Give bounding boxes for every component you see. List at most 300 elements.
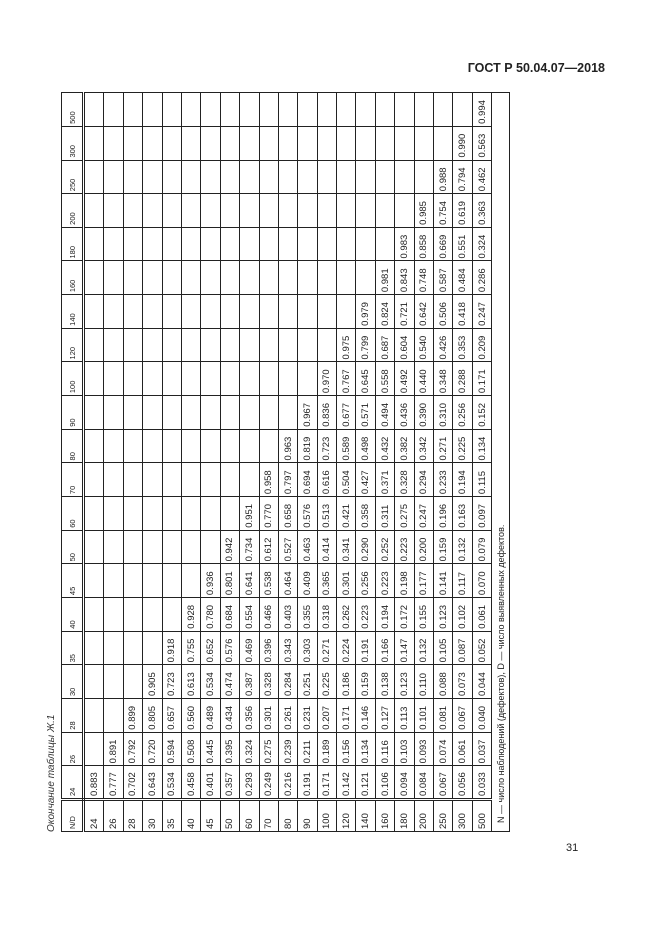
table-cell [356,126,375,160]
table-cell [162,227,181,261]
table-cell [162,530,181,564]
table-cell [123,160,142,194]
table-cell: 0.040 [472,699,491,733]
table-cell [240,429,259,463]
table-cell [278,194,297,228]
table-cell: 0.341 [337,530,356,564]
table-cell [201,429,220,463]
table-cell: 0.247 [414,497,433,531]
table-cell: 0.801 [220,564,239,598]
table-cell: 0.159 [434,530,453,564]
table-row [123,93,142,832]
table-cell [395,194,414,228]
table-cell [201,396,220,430]
table-cell [259,160,278,194]
table-cell [317,328,336,362]
table-cell [104,699,123,733]
table-cell: 0.087 [453,631,472,665]
table-cell [434,126,453,160]
table-cell: 0.613 [181,665,200,699]
table-cell [181,497,200,531]
table-cell [104,497,123,531]
table-cell: 0.146 [356,699,375,733]
table-row [104,93,123,832]
table-cell [259,93,278,127]
table-cell: 0.275 [259,732,278,766]
table-cell [162,295,181,329]
table-cell [356,93,375,127]
table-cell: 0.318 [317,598,336,632]
table-cell: 0.171 [317,766,336,800]
table-cell: 0.127 [375,699,394,733]
table-cell [123,429,142,463]
table-cell [181,530,200,564]
table-cell: 0.216 [278,766,297,800]
table-cell [337,126,356,160]
table-cell [414,93,433,127]
table-cell: 0.508 [181,732,200,766]
table-cell: 0.513 [317,497,336,531]
table-cell [278,396,297,430]
table-cell: 0.469 [240,631,259,665]
table-cell: 0.734 [240,530,259,564]
table-cell: 0.504 [337,463,356,497]
table-cell: 0.985 [414,194,433,228]
table-cell: 0.147 [395,631,414,665]
table-cell: 0.587 [434,261,453,295]
table-cell: 0.421 [337,497,356,531]
table-cell: 0.387 [240,665,259,699]
table-cell: 0.256 [453,396,472,430]
table-cell [298,93,317,127]
row-header: 160 [375,800,394,832]
table-cell [84,93,104,127]
table-cell: 0.159 [356,665,375,699]
table-cell [123,598,142,632]
table-cell [162,463,181,497]
table-row [84,93,104,832]
table-cell: 0.990 [453,126,472,160]
table-cell [123,126,142,160]
table-cell [414,160,433,194]
table-cell [162,598,181,632]
table-cell [84,598,104,632]
table-cell: 0.464 [278,564,297,598]
table-cell: 0.356 [240,699,259,733]
table-cell [123,396,142,430]
table-cell [181,261,200,295]
table-cell [356,160,375,194]
table-cell: 0.106 [375,766,394,800]
table-cell [143,160,162,194]
table-cell [84,497,104,531]
table-cell [181,93,200,127]
table-cell: 0.172 [395,598,414,632]
table-cell: 0.189 [317,732,336,766]
table-cell: 0.458 [181,766,200,800]
table-cell [104,126,123,160]
table-cell [317,194,336,228]
column-header: 90 [62,396,84,430]
table-cell: 0.805 [143,699,162,733]
table-cell [278,126,297,160]
table-cell: 0.177 [414,564,433,598]
table-cell: 0.209 [472,328,491,362]
table-cell: 0.311 [375,497,394,531]
table-cell: 0.262 [337,598,356,632]
table-cell [414,126,433,160]
table-cell: 0.657 [162,699,181,733]
table-cell [84,261,104,295]
table-cell [143,396,162,430]
table-row [162,93,181,832]
table-cell [375,194,394,228]
table-cell: 0.357 [220,766,239,800]
row-header: 45 [201,800,220,832]
table-row [356,93,375,832]
table-cell: 0.061 [472,598,491,632]
table-cell: 0.081 [434,699,453,733]
table-cell: 0.224 [337,631,356,665]
table-cell: 0.619 [453,194,472,228]
page-number: 31 [566,842,579,854]
column-header: 500 [62,93,84,127]
table-cell: 0.225 [317,665,336,699]
table-cell [162,497,181,531]
table-cell: 0.286 [472,261,491,295]
table-cell: 0.275 [395,497,414,531]
column-header: 250 [62,160,84,194]
table-footnote: N — число наблюдений (дефектов), D — число выявленных дефектов. [492,93,510,832]
table-cell [337,160,356,194]
table-cell [220,328,239,362]
table-row [259,93,278,832]
table-cell: 0.074 [434,732,453,766]
column-header: 24 [62,766,84,800]
column-header: 70 [62,463,84,497]
table-cell: 0.134 [356,732,375,766]
table-cell: 0.843 [395,261,414,295]
table-cell: 0.132 [453,530,472,564]
table-cell [298,328,317,362]
table-cell: 0.365 [317,564,336,598]
table-cell: 0.141 [434,564,453,598]
column-header: 45 [62,564,84,598]
table-cell [181,463,200,497]
table-cell [278,227,297,261]
table-cell [104,93,123,127]
table-cell: 0.755 [181,631,200,665]
table-cell [143,530,162,564]
table-cell: 0.194 [453,463,472,497]
table-cell [123,631,142,665]
table-cell: 0.540 [414,328,433,362]
table-cell [278,160,297,194]
table-cell: 0.194 [375,598,394,632]
table-cell: 0.658 [278,497,297,531]
table-cell: 0.970 [317,362,336,396]
table-cell [84,126,104,160]
table-cell: 0.256 [356,564,375,598]
table-cell: 0.303 [298,631,317,665]
row-header: 100 [317,800,336,832]
table-cell: 0.156 [337,732,356,766]
table-cell: 0.571 [356,396,375,430]
table-cell: 0.474 [220,665,239,699]
table-cell: 0.560 [181,699,200,733]
table-cell [201,261,220,295]
table-cell: 0.409 [298,564,317,598]
table-cell [143,463,162,497]
table-cell [84,429,104,463]
table-cell [337,261,356,295]
column-header: 300 [62,126,84,160]
table-cell: 0.418 [453,295,472,329]
table-cell: 0.767 [337,362,356,396]
table-cell [104,631,123,665]
table-cell [220,194,239,228]
table-cell [104,261,123,295]
table-cell: 0.348 [434,362,453,396]
table-cell: 0.343 [278,631,297,665]
table-cell [143,631,162,665]
table-cell: 0.198 [395,564,414,598]
table-cell: 0.155 [414,598,433,632]
table-row [414,93,433,832]
table-cell: 0.563 [472,126,491,160]
table-cell [317,160,336,194]
table-cell [104,530,123,564]
table-cell: 0.445 [201,732,220,766]
table-cell: 0.249 [259,766,278,800]
table-cell [104,295,123,329]
table-cell: 0.116 [375,732,394,766]
table-cell [337,295,356,329]
table-header-row [62,93,84,832]
table-cell: 0.792 [123,732,142,766]
table-cell [375,227,394,261]
table-cell: 0.088 [434,665,453,699]
table-cell: 0.645 [356,362,375,396]
table-cell [375,160,394,194]
table-cell: 0.390 [414,396,433,430]
table-cell: 0.117 [453,564,472,598]
table-cell: 0.115 [472,463,491,497]
table-cell [123,530,142,564]
table-cell: 0.551 [453,227,472,261]
table-cell [395,160,414,194]
table-cell [220,261,239,295]
table-cell: 0.434 [220,699,239,733]
table-cell: 0.110 [414,665,433,699]
table-cell: 0.642 [414,295,433,329]
table-cell [278,328,297,362]
table-cell [162,160,181,194]
table-cell: 0.576 [298,497,317,531]
table-cell [337,194,356,228]
table-cell [298,126,317,160]
table-cell [84,463,104,497]
table-cell: 0.721 [395,295,414,329]
table-cell [317,261,336,295]
table-cell [123,227,142,261]
table-cell: 0.694 [298,463,317,497]
table-cell: 0.284 [278,665,297,699]
table-cell: 0.200 [414,530,433,564]
table-cell: 0.067 [434,766,453,800]
table-cell: 0.052 [472,631,491,665]
table-cell: 0.669 [434,227,453,261]
table-cell [298,160,317,194]
table-cell: 0.942 [220,530,239,564]
table-cell: 0.498 [356,429,375,463]
table-cell [143,497,162,531]
table-cell [104,665,123,699]
table-cell: 0.132 [414,631,433,665]
table-cell: 0.484 [453,261,472,295]
table-cell [84,328,104,362]
table-cell: 0.101 [414,699,433,733]
column-header: 80 [62,429,84,463]
table-cell [123,93,142,127]
table-cell: 0.171 [337,699,356,733]
table-cell: 0.225 [453,429,472,463]
table-cell: 0.358 [356,497,375,531]
table-cell [201,295,220,329]
table-cell [162,93,181,127]
table-cell: 0.166 [375,631,394,665]
table-cell: 0.121 [356,766,375,800]
table-cell: 0.489 [201,699,220,733]
table-cell: 0.207 [317,699,336,733]
table-cell: 0.084 [414,766,433,800]
table-cell: 0.780 [201,598,220,632]
table-cell: 0.037 [472,732,491,766]
table-cell [240,328,259,362]
table-cell: 0.079 [472,530,491,564]
table-cell [220,396,239,430]
table-cell: 0.858 [414,227,433,261]
row-header: 500 [472,800,491,832]
table-cell: 0.231 [298,699,317,733]
corner-header: N/D [62,800,84,832]
table-cell [356,261,375,295]
table-cell: 0.223 [375,564,394,598]
table-cell [84,530,104,564]
table-cell: 0.301 [259,699,278,733]
table-cell: 0.324 [472,227,491,261]
table-cell: 0.824 [375,295,394,329]
table-cell: 0.061 [453,732,472,766]
table-cell [143,429,162,463]
table-cell [259,328,278,362]
table-cell: 0.396 [259,631,278,665]
table-cell: 0.067 [453,699,472,733]
table-cell [162,261,181,295]
table-cell [104,429,123,463]
row-header: 35 [162,800,181,832]
table-cell [259,429,278,463]
document-id: ГОСТ Р 50.04.07—2018 [467,61,605,75]
table-cell: 0.612 [259,530,278,564]
table-cell [123,497,142,531]
table-cell: 0.070 [472,564,491,598]
table-cell [278,295,297,329]
table-cell: 0.918 [162,631,181,665]
table-cell: 0.290 [356,530,375,564]
table-cell [181,295,200,329]
table-cell: 0.589 [337,429,356,463]
table-cell [220,227,239,261]
column-header: 180 [62,227,84,261]
column-header: 200 [62,194,84,228]
table-cell: 0.252 [375,530,394,564]
table-cell [181,160,200,194]
table-cell [337,93,356,127]
table-cell: 0.797 [278,463,297,497]
table-cell [201,160,220,194]
table-cell [240,126,259,160]
table-cell [84,295,104,329]
table-row [201,93,220,832]
table-cell [220,463,239,497]
table-cell: 0.163 [453,497,472,531]
table-cell [162,429,181,463]
table-cell [395,126,414,160]
table-cell [201,362,220,396]
table-cell [317,126,336,160]
table-cell: 0.819 [298,429,317,463]
table-cell [84,665,104,699]
table-cell [240,463,259,497]
table-cell: 0.102 [453,598,472,632]
table-row [220,93,239,832]
table-cell [84,732,104,766]
column-header: 26 [62,732,84,766]
table-row [395,93,414,832]
table-cell [84,227,104,261]
table-cell [298,295,317,329]
table-cell [259,227,278,261]
table-cell [201,328,220,362]
table-cell [123,194,142,228]
row-header: 70 [259,800,278,832]
table-cell [434,93,453,127]
table-cell: 0.113 [395,699,414,733]
table-cell: 0.186 [337,665,356,699]
table-cell [104,564,123,598]
table-cell: 0.328 [395,463,414,497]
table-cell [104,194,123,228]
table-cell: 0.288 [453,362,472,396]
rotated-table-block [45,92,505,832]
table-cell [298,194,317,228]
column-header: 40 [62,598,84,632]
row-header: 250 [434,800,453,832]
row-header: 300 [453,800,472,832]
table-cell [375,93,394,127]
table-row [240,93,259,832]
table-cell [181,227,200,261]
table-cell: 0.983 [395,227,414,261]
table-cell: 0.293 [240,766,259,800]
table-cell: 0.466 [259,598,278,632]
table-cell: 0.191 [356,631,375,665]
table-cell: 0.239 [278,732,297,766]
table-cell [220,160,239,194]
table-cell: 0.401 [201,766,220,800]
table-cell [162,396,181,430]
